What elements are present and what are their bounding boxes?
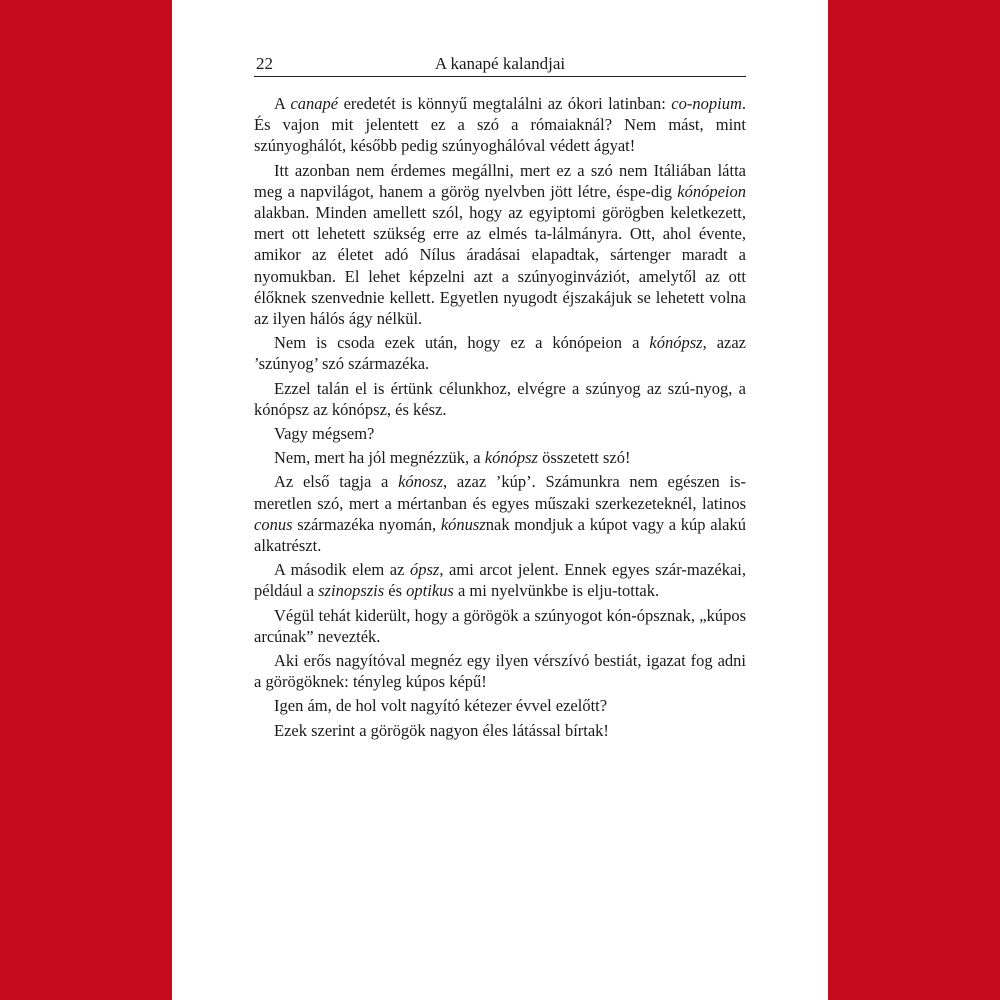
text-run: eredetét is könnyű megtalálni az ókori latinban: xyxy=(338,94,672,113)
paragraph xyxy=(254,695,746,716)
text-run: összetett szó! xyxy=(537,448,631,468)
text-run: A második elem az xyxy=(274,560,410,580)
italic-term: canapé xyxy=(290,94,339,113)
italic-term: kónusz xyxy=(440,514,486,534)
body-text xyxy=(254,93,746,744)
paragraph xyxy=(254,650,746,692)
paragraph xyxy=(254,332,746,374)
page-number: 22 xyxy=(256,54,273,73)
text-run: A xyxy=(274,94,291,113)
text-run: Az első tagja a xyxy=(274,472,399,492)
italic-term: optikus xyxy=(406,581,454,601)
text-run: , ami arcot jelent. Ennek egyes szár-mazékai, például a xyxy=(254,560,746,601)
text-run: Itt azonban nem érdemes megállni, mert ez a szó nem Itáliában látta meg a napvilágot, hanem a görög nyelvben jött létre, éspe-dig xyxy=(254,160,746,201)
paragraph xyxy=(254,447,746,468)
text-run: Aki erős nagyítóval megnéz egy ilyen vérszívó bestiát, igazat fog adni a görögöknek: tényleg kúpos képű! xyxy=(254,651,746,692)
text-run: származéka nyomán, xyxy=(292,514,441,534)
paragraph xyxy=(254,720,746,741)
italic-term: kónópsz xyxy=(484,448,538,468)
book-page xyxy=(172,0,828,1000)
text-run: Vagy mégsem? xyxy=(274,424,375,444)
text-run: . És vajon mit jelentett ez a szó a rómaiaknál? Nem mást, mint szúnyoghálót, később pedig szúnyoghálóval védett ágyat! xyxy=(254,94,746,156)
text-run: Ezzel talán el is értünk célunkhoz, elvégre a szúnyog az szú-nyog, a kónópsz az kónópsz, és kész. xyxy=(254,378,746,419)
italic-term: ópsz xyxy=(409,560,440,580)
italic-term: szinopszis xyxy=(318,581,385,601)
text-run: nak mondjuk a kúpot vagy a kúp alakú alkatrészt. xyxy=(254,514,746,556)
text-run: , azaz ’kúp’. Számunkra nem egészen is-meretlen szó, mert a mértanban és egyes műszaki szerkezeteknél, latinos xyxy=(254,472,746,513)
text-run: és xyxy=(384,581,407,601)
text-run: Nem, mert ha jól megnézzük, a xyxy=(274,448,485,468)
text-run: azaz ’szúnyog’ szó származéka. xyxy=(254,333,747,374)
paragraph xyxy=(254,471,746,556)
paragraph xyxy=(254,605,746,647)
italic-term: kónosz xyxy=(398,472,444,492)
italic-term: kónópsz, xyxy=(649,333,707,353)
text-run: Igen ám, de hol volt nagyító kétezer évvel ezelőtt? xyxy=(274,696,608,716)
running-title: A kanapé kalandjai xyxy=(434,54,566,73)
text-run: a mi nyelvünkbe is elju-tottak. xyxy=(453,581,660,601)
italic-term: conus xyxy=(254,514,293,534)
paragraph xyxy=(254,93,746,157)
paragraph xyxy=(254,160,746,330)
paragraph xyxy=(254,378,746,420)
italic-term: co-nopium xyxy=(671,94,742,113)
page-header xyxy=(254,54,746,77)
paragraph xyxy=(254,423,746,444)
text-run: Nem is csoda ezek után, hogy ez a kónópeion a xyxy=(274,333,650,353)
text-run: Ezek szerint a görögök nagyon éles látással bírtak! xyxy=(274,720,609,740)
text-run: alakban. Minden amellett szól, hogy az egyiptomi görögben keletkezett, mert ott lehetett szükség erre az elmés ta-lálmányra. Ott, ahol évente, amikor az életet adó Nílus áradásai elapadtak, sártenger maradt a nyomukban. El lehet képzelni azt a szúnyoginváziót, amelytől az ott élőknek szenvednie kellett. Egyetlen nyugodt éjszakájuk se lehetett volna az ilyen hálós ágy nélkül. xyxy=(254,203,746,329)
paragraph xyxy=(254,559,746,601)
text-run: Végül tehát kiderült, hogy a görögök a szúnyogot kón-ópsznak, „kúpos arcúnak” nevezték. xyxy=(254,605,746,646)
italic-term: kónópeion xyxy=(677,181,746,201)
